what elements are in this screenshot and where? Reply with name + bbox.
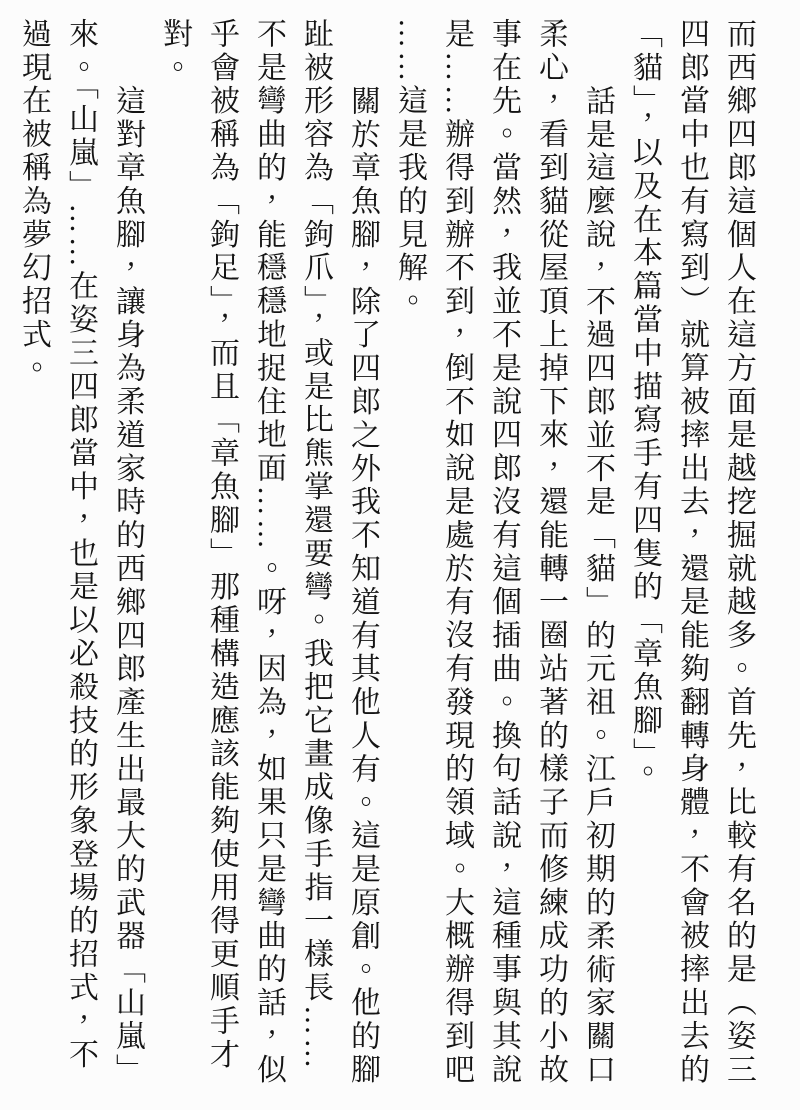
text-column-10: 趾被形容為「鉤爪」，或是比熊掌還要彎。我把它畫成像手指一樣長……: [299, 18, 332, 1072]
text-column-5: 柔心，看到貓從屋頂上掉下來，還能轉一圈站著的樣子而修練成功的小故: [534, 18, 567, 1087]
text-column-14: 這對章魚腳，讓身為柔道家時的西鄉四郎產生出最大的武器「山嵐」: [111, 85, 144, 1087]
text-column-4: 話是這麼說，不過四郎並不是「貓」的元祖。江戶初期的柔術家關口: [581, 85, 614, 1087]
text-column-6: 事在先。當然，我並不是說四郎沒有這個插曲。換句話說，這種事與其說: [487, 18, 520, 1087]
text-column-7: 是……辦得到辦不到，倒不如說是處於有沒有發現的領域。大概辦得到吧: [440, 18, 473, 1087]
text-column-16: 過現在被稱為夢幻招式。: [17, 18, 50, 386]
text-column-15: 來。「山嵐」……在姿三四郎當中，也是以必殺技的形象登場的招式，不: [64, 18, 97, 1072]
text-column-13: 對。: [158, 18, 191, 85]
text-column-3: 「貓」，以及在本篇當中描寫手有四隻的「章魚腳」。: [628, 18, 661, 790]
text-column-8: ……這是我的見解。: [393, 18, 426, 319]
text-column-9: 關於章魚腳，除了四郎之外我不知道有其他人有。這是原創。他的腳: [346, 85, 379, 1087]
text-column-1: 而西鄉四郎這個人在這方面是越挖掘就越多。首先，比較有名的是（姿三: [722, 18, 755, 1087]
text-column-12: 乎會被稱為「鉤足」，而且「章魚腳」那種構造應該能夠使用得更順手才: [205, 18, 238, 1072]
text-column-11: 不是彎曲的，能穩穩地捉住地面……。呀，因為，如果只是彎曲的話，似: [252, 18, 285, 1087]
text-column-2: 四郎當中也有寫到）就算被摔出去，還是能夠翻轉身體，不會被摔出去的: [675, 18, 708, 1087]
